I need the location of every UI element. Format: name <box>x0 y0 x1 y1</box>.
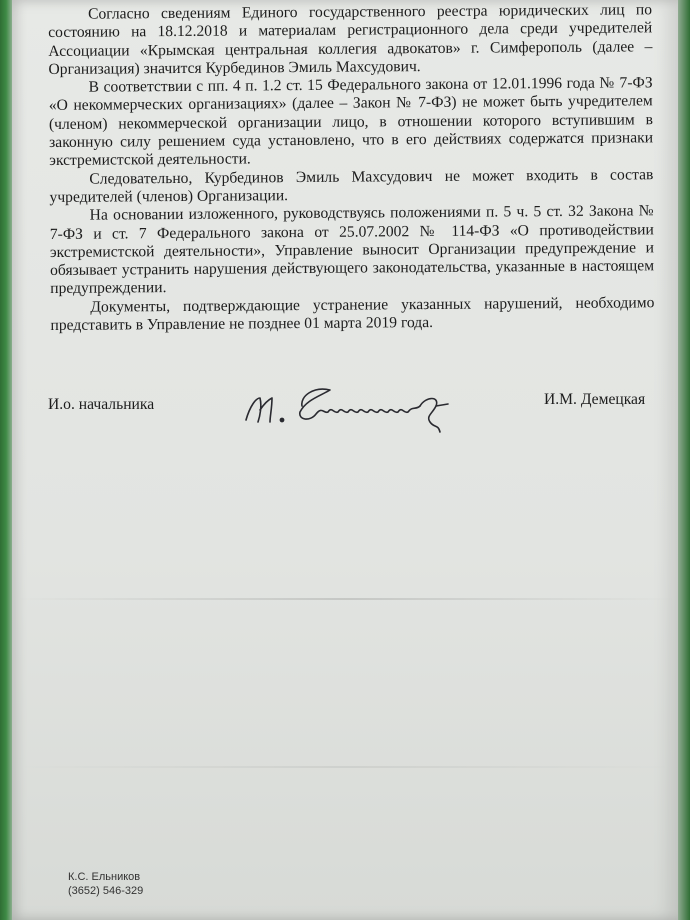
signer-role: И.о. начальника <box>48 396 155 413</box>
paragraph-deadline: Документы, подтверждающие устранение указанных нарушений, необходимо представить в Управление не позднее 01 марта 2019 года. <box>50 293 655 335</box>
paragraph-warning: На основании изложенного, руководствуясь положениями п. 5 ч. 5 ст. 32 Закона № 7-ФЗ и ст. 7 Федерального закона от 25.07.2002 № 114-ФЗ «О противодействии экстремистской деятельности», Управление выносит Организации предупреждение и обязывает устранить нарушения действующего законодательства, указанные в настоящем предупреждении. <box>49 202 655 298</box>
paper-fold <box>12 598 678 600</box>
paragraph-registry: Согласно сведениям Единого государственного реестра юридических лиц по состоянию на 18.12.2018 и материалам регистрационного дела среди учредителей Ассоциации «Крымская центральная коллегия адвокатов» г. Симферополь (далее – Организация) значится Курбединов Эмиль Махсудович. <box>48 1 653 78</box>
paper-fold-secondary <box>12 766 678 768</box>
document-body <box>48 1 655 335</box>
handwritten-signature <box>240 376 480 436</box>
signature-block <box>0 376 690 436</box>
signer-name: И.М. Демецкая <box>544 391 646 408</box>
executor-phone: (3652) 546-329 <box>68 885 144 897</box>
executor-footer <box>68 870 143 898</box>
executor-name: К.С. Ельников <box>68 871 141 883</box>
paragraph-law-reference: В соответствии с пп. 4 п. 1.2 ст. 15 Федерального закона от 12.01.1996 года № 7-ФЗ «О некоммерческих организациях» (далее – Закон № 7-ФЗ) не может быть учредителем (членом) некоммерческой организации лицо, в отношении которого вступившим в законную силу решением суда установлено, что в его действиях содержатся признаки экстремистской деятельности. <box>48 74 654 170</box>
paragraph-conclusion: Следовательно, Курбединов Эмиль Махсудович не может входить в состав учредителей (членов) Организации. <box>49 165 654 206</box>
